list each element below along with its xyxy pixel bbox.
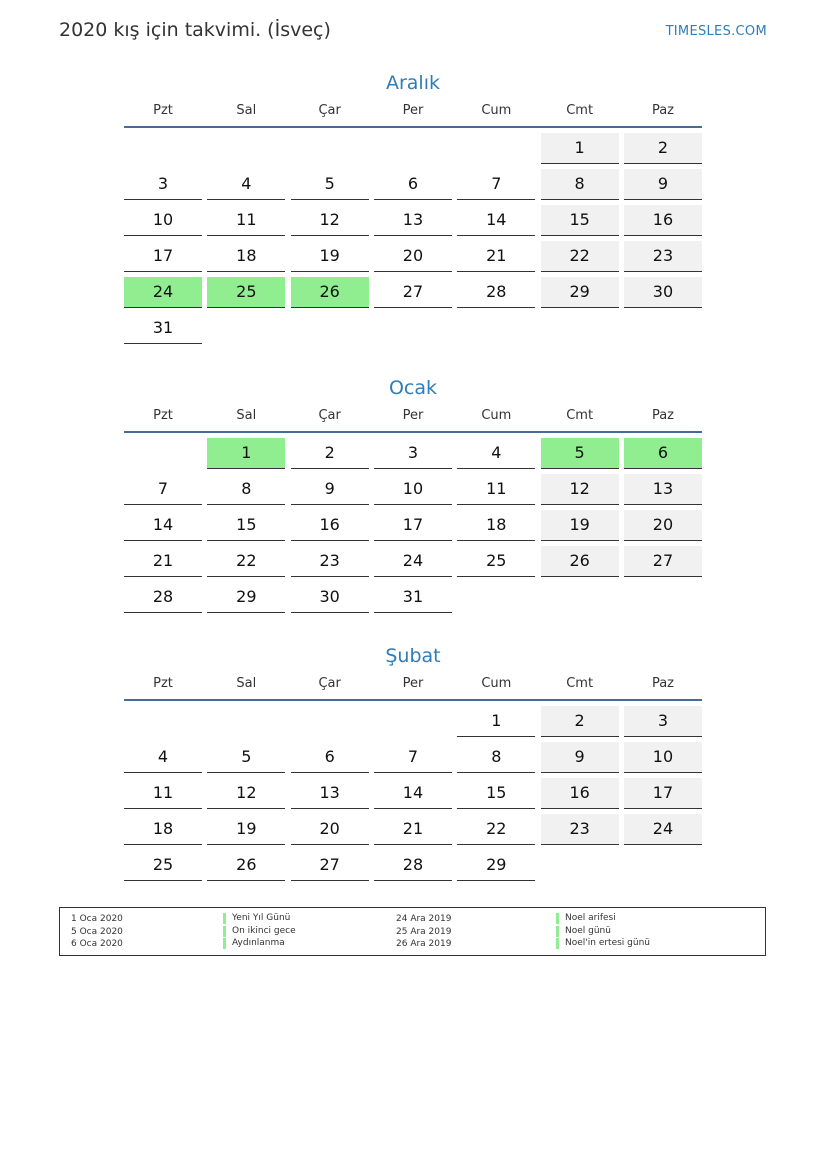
- day-cell[interactable]: 28: [124, 582, 202, 613]
- day-cell[interactable]: 10: [124, 205, 202, 236]
- day-cell[interactable]: 31: [374, 582, 452, 613]
- day-cell[interactable]: 3: [624, 706, 702, 737]
- day-cell[interactable]: 23: [541, 814, 619, 845]
- day-cell[interactable]: 4: [457, 438, 535, 469]
- day-cell[interactable]: 13: [291, 778, 369, 809]
- legend-row: [60, 913, 765, 925]
- day-cell[interactable]: 21: [124, 546, 202, 577]
- day-cell[interactable]: 27: [291, 850, 369, 881]
- day-cell[interactable]: 6: [291, 742, 369, 773]
- day-cell[interactable]: 5: [291, 169, 369, 200]
- empty-cell: [291, 706, 369, 737]
- day-cell[interactable]: 10: [624, 742, 702, 773]
- holiday-legend: [59, 907, 766, 956]
- day-cell[interactable]: 30: [624, 277, 702, 308]
- day-cell[interactable]: 15: [457, 778, 535, 809]
- day-cell[interactable]: 21: [374, 814, 452, 845]
- empty-cell: [207, 706, 285, 737]
- day-cell[interactable]: 8: [457, 742, 535, 773]
- weekday-label: Cmt: [566, 676, 594, 691]
- day-cell[interactable]: 30: [291, 582, 369, 613]
- empty-cell: [124, 706, 202, 737]
- header-divider: [124, 126, 702, 128]
- day-cell[interactable]: 22: [457, 814, 535, 845]
- day-cell[interactable]: 12: [291, 205, 369, 236]
- day-cell[interactable]: 16: [291, 510, 369, 541]
- day-cell[interactable]: 2: [541, 706, 619, 737]
- day-cell[interactable]: 29: [541, 277, 619, 308]
- day-cell[interactable]: 22: [207, 546, 285, 577]
- day-cell[interactable]: 23: [624, 241, 702, 272]
- weekday-label: Per: [402, 103, 424, 118]
- day-cell[interactable]: 6: [374, 169, 452, 200]
- day-cell[interactable]: 5: [207, 742, 285, 773]
- holiday-day-cell[interactable]: 1: [207, 438, 285, 469]
- empty-cell: [374, 133, 452, 164]
- day-cell[interactable]: 19: [541, 510, 619, 541]
- day-cell[interactable]: 13: [374, 205, 452, 236]
- empty-cell: [124, 438, 202, 469]
- holiday-day-cell[interactable]: 5: [541, 438, 619, 469]
- legend-date: 24 Ara 2019: [396, 914, 452, 924]
- legend-holiday-name: Noel günü: [556, 926, 611, 937]
- weekday-label: Cmt: [566, 408, 594, 423]
- empty-cell: [457, 133, 535, 164]
- weekday-label: Sal: [236, 676, 257, 691]
- day-cell[interactable]: 13: [624, 474, 702, 505]
- day-cell[interactable]: 14: [374, 778, 452, 809]
- legend-holiday-name: On ikinci gece: [223, 926, 296, 937]
- day-cell[interactable]: 24: [624, 814, 702, 845]
- day-cell[interactable]: 9: [291, 474, 369, 505]
- day-grid: [124, 133, 702, 344]
- weekday-label: Cum: [481, 408, 512, 423]
- holiday-day-cell[interactable]: 24: [124, 277, 202, 308]
- header-divider: [124, 431, 702, 433]
- weekday-label: Paz: [651, 676, 674, 691]
- day-cell[interactable]: 18: [207, 241, 285, 272]
- weekday-label: Per: [402, 408, 424, 423]
- legend-holiday-name: Noel arifesi: [556, 913, 616, 924]
- day-cell[interactable]: 21: [457, 241, 535, 272]
- weekday-label: Cmt: [566, 103, 594, 118]
- day-cell[interactable]: 17: [624, 778, 702, 809]
- day-cell[interactable]: 12: [207, 778, 285, 809]
- day-cell[interactable]: 20: [374, 241, 452, 272]
- day-cell[interactable]: 25: [457, 546, 535, 577]
- day-cell[interactable]: 8: [207, 474, 285, 505]
- weekday-label: Paz: [651, 408, 674, 423]
- day-cell[interactable]: 3: [374, 438, 452, 469]
- month-title: Şubat: [385, 645, 441, 667]
- day-cell[interactable]: 17: [374, 510, 452, 541]
- day-cell[interactable]: 8: [541, 169, 619, 200]
- day-cell[interactable]: 23: [291, 546, 369, 577]
- day-cell[interactable]: 19: [291, 241, 369, 272]
- day-cell[interactable]: 2: [624, 133, 702, 164]
- day-cell[interactable]: 18: [124, 814, 202, 845]
- holiday-day-cell[interactable]: 26: [291, 277, 369, 308]
- day-cell[interactable]: 31: [124, 313, 202, 344]
- weekday-label: Cum: [481, 676, 512, 691]
- empty-cell: [124, 133, 202, 164]
- day-cell[interactable]: 28: [374, 850, 452, 881]
- legend-date: 25 Ara 2019: [396, 927, 452, 937]
- day-cell[interactable]: 7: [124, 474, 202, 505]
- day-cell[interactable]: 29: [207, 582, 285, 613]
- holiday-day-cell[interactable]: 25: [207, 277, 285, 308]
- day-cell[interactable]: 17: [124, 241, 202, 272]
- day-cell[interactable]: 12: [541, 474, 619, 505]
- day-cell[interactable]: 15: [207, 510, 285, 541]
- day-grid: [124, 438, 702, 613]
- day-cell[interactable]: 18: [457, 510, 535, 541]
- weekday-label: Çar: [318, 408, 341, 423]
- weekday-header: [124, 403, 702, 429]
- weekday-label: Çar: [318, 103, 341, 118]
- weekday-label: Pzt: [153, 103, 173, 118]
- day-cell[interactable]: 25: [124, 850, 202, 881]
- day-cell[interactable]: 10: [374, 474, 452, 505]
- day-cell[interactable]: 22: [541, 241, 619, 272]
- weekday-header: [124, 671, 702, 697]
- day-cell[interactable]: 26: [207, 850, 285, 881]
- day-cell[interactable]: 27: [374, 277, 452, 308]
- brand-link[interactable]: TIMESLES.COM: [665, 24, 767, 39]
- empty-cell: [291, 133, 369, 164]
- legend-holiday-name: Yeni Yıl Günü: [223, 913, 290, 924]
- day-grid: [124, 706, 702, 881]
- legend-row: [60, 938, 765, 950]
- day-cell[interactable]: 26: [541, 546, 619, 577]
- weekday-label: Paz: [651, 103, 674, 118]
- weekday-label: Çar: [318, 676, 341, 691]
- day-cell[interactable]: 14: [124, 510, 202, 541]
- day-cell[interactable]: 9: [624, 169, 702, 200]
- day-cell[interactable]: 11: [207, 205, 285, 236]
- day-cell[interactable]: 2: [291, 438, 369, 469]
- day-cell[interactable]: 20: [291, 814, 369, 845]
- day-cell[interactable]: 15: [541, 205, 619, 236]
- weekday-header: [124, 98, 702, 124]
- day-cell[interactable]: 7: [457, 169, 535, 200]
- legend-date: 5 Oca 2020: [71, 927, 123, 937]
- month-title: Ocak: [388, 377, 438, 399]
- legend-row: [60, 926, 765, 938]
- day-cell[interactable]: 11: [124, 778, 202, 809]
- legend-date: 26 Ara 2019: [396, 939, 452, 949]
- day-cell[interactable]: 16: [624, 205, 702, 236]
- month-title: Aralık: [385, 72, 440, 94]
- month-december: [124, 68, 702, 344]
- day-cell[interactable]: 9: [541, 742, 619, 773]
- legend-holiday-name: Noel'in ertesi günü: [556, 938, 650, 949]
- weekday-label: Pzt: [153, 408, 173, 423]
- day-cell[interactable]: 11: [457, 474, 535, 505]
- weekday-label: Pzt: [153, 676, 173, 691]
- day-cell[interactable]: 20: [624, 510, 702, 541]
- month-january: [124, 373, 702, 613]
- day-cell[interactable]: 14: [457, 205, 535, 236]
- day-cell[interactable]: 3: [124, 169, 202, 200]
- legend-holiday-name: Aydınlanma: [223, 938, 285, 949]
- day-cell[interactable]: 24: [374, 546, 452, 577]
- page-title: 2020 kış için takvimi. (İsveç): [59, 19, 331, 41]
- legend-date: 6 Oca 2020: [71, 939, 123, 949]
- day-cell[interactable]: 7: [374, 742, 452, 773]
- day-cell[interactable]: 4: [124, 742, 202, 773]
- day-cell[interactable]: 16: [541, 778, 619, 809]
- weekday-label: Sal: [236, 103, 257, 118]
- day-cell[interactable]: 27: [624, 546, 702, 577]
- day-cell[interactable]: 28: [457, 277, 535, 308]
- day-cell[interactable]: 4: [207, 169, 285, 200]
- holiday-day-cell[interactable]: 6: [624, 438, 702, 469]
- weekday-label: Sal: [236, 408, 257, 423]
- day-cell[interactable]: 1: [541, 133, 619, 164]
- day-cell[interactable]: 1: [457, 706, 535, 737]
- weekday-label: Per: [402, 676, 424, 691]
- weekday-label: Cum: [481, 103, 512, 118]
- day-cell[interactable]: 19: [207, 814, 285, 845]
- month-february: [124, 641, 702, 881]
- legend-date: 1 Oca 2020: [71, 914, 123, 924]
- header-divider: [124, 699, 702, 701]
- day-cell[interactable]: 29: [457, 850, 535, 881]
- empty-cell: [374, 706, 452, 737]
- empty-cell: [207, 133, 285, 164]
